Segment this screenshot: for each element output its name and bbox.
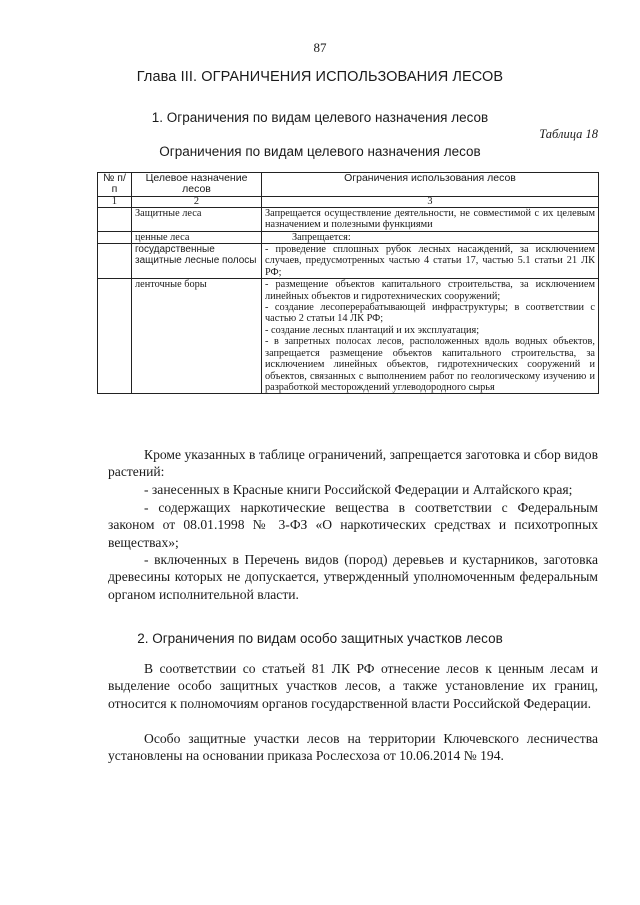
- header-purpose: Целевое назначение лесов: [132, 173, 262, 197]
- col-number-2: 2: [132, 196, 262, 207]
- row-name-ribbon-forests: ленточные боры: [132, 279, 262, 394]
- paragraph-item-red-book: - занесенных в Красные книги Российской Федерации и Алтайского края;: [144, 482, 573, 497]
- table-row: [98, 279, 599, 394]
- row-name-shelterbelts: государственные защитные лесные полосы: [132, 244, 262, 279]
- page-number: 87: [313, 40, 327, 55]
- paragraph-item-list: - включенных в Перечень видов (пород) деревьев и кустарников, заготовка древесины которых не допускается, утвержденный уполномоченным федеральным органом исполнительной власти.: [108, 552, 598, 602]
- paragraph-protected-areas: Особо защитные участки лесов на территории Ключевского лесничества установлены на основании приказа Рослесхоза от 10.06.2014 № 194.: [108, 731, 598, 764]
- restrictions-table: [97, 172, 599, 394]
- col-number-1: 1: [98, 196, 132, 207]
- chapter-title: Глава III. ОГРАНИЧЕНИЯ ИСПОЛЬЗОВАНИЯ ЛЕСОВ: [136, 69, 504, 85]
- row-name-protective: Защитные леса: [132, 207, 262, 231]
- paragraph-article-81: В соответствии со статьей 81 ЛК РФ отнесение лесов к ценным лесам и выделение особо защитных участков лесов, а также установление их границ, относится к полномочиям органов государственной власти Российской Федерации.: [108, 661, 598, 711]
- row-text-clearcut: - проведение сплошных рубок лесных насаждений, за исключением случаев, предусмотренных частью 4 статьи 17, частью 5.1 статьи 21 ЛК РФ;: [262, 244, 599, 279]
- table-row: [98, 244, 599, 279]
- table-row: [98, 231, 599, 243]
- table-row: [98, 207, 599, 231]
- paragraph-item-narcotic: - содержащих наркотические вещества в соответствии с Федеральным законом от 08.01.1998 № 3-ФЗ «О наркотических средствах и психотропных веществах»;: [108, 500, 598, 550]
- table-label: Таблица 18: [539, 127, 598, 141]
- restriction-item: - в запретных полосах лесов, расположенных вдоль водных объектов, запрещается размещение объектов капитального строительства, за исключением линейных объектов, гидротехнических сооружений и объектов, связанных с выполнением работ по геологическому изучению и разработкой месторождений углеводородного сырья: [265, 336, 595, 393]
- row-restriction-list: [262, 279, 599, 394]
- column-number-row: [98, 196, 599, 207]
- row-text-prohibited: Запрещается:: [262, 231, 599, 243]
- table-title: Ограничения по видам целевого назначения лесов: [159, 144, 481, 159]
- restriction-item: - создание лесных плантаций и их эксплуатация;: [265, 324, 480, 336]
- col-number-3: 3: [262, 196, 599, 207]
- row-name-valuable: ценные леса: [132, 231, 262, 243]
- header-number: № п/п: [98, 173, 132, 197]
- header-restrictions: Ограничения использования лесов: [262, 173, 599, 197]
- section-1-title: 1. Ограничения по видам целевого назначения лесов: [151, 110, 489, 125]
- paragraph-intro: Кроме указанных в таблице ограничений, запрещается заготовка и сбор видов растений:: [108, 447, 598, 480]
- table-header-row: [98, 173, 599, 197]
- section-2-title: 2. Ограничения по видам особо защитных участков лесов: [137, 631, 503, 646]
- restriction-item: - размещение объектов капитального строительства, за исключением линейных объектов и гидротехнических сооружений;: [265, 279, 595, 302]
- restriction-item: - создание лесоперерабатывающей инфраструктуры; в соответствии с частью 2 статьи 14 ЛК РФ;: [265, 302, 595, 325]
- row-text-protective: Запрещается осуществление деятельности, не совместимой с их целевым назначением и полезными функциями: [262, 207, 599, 231]
